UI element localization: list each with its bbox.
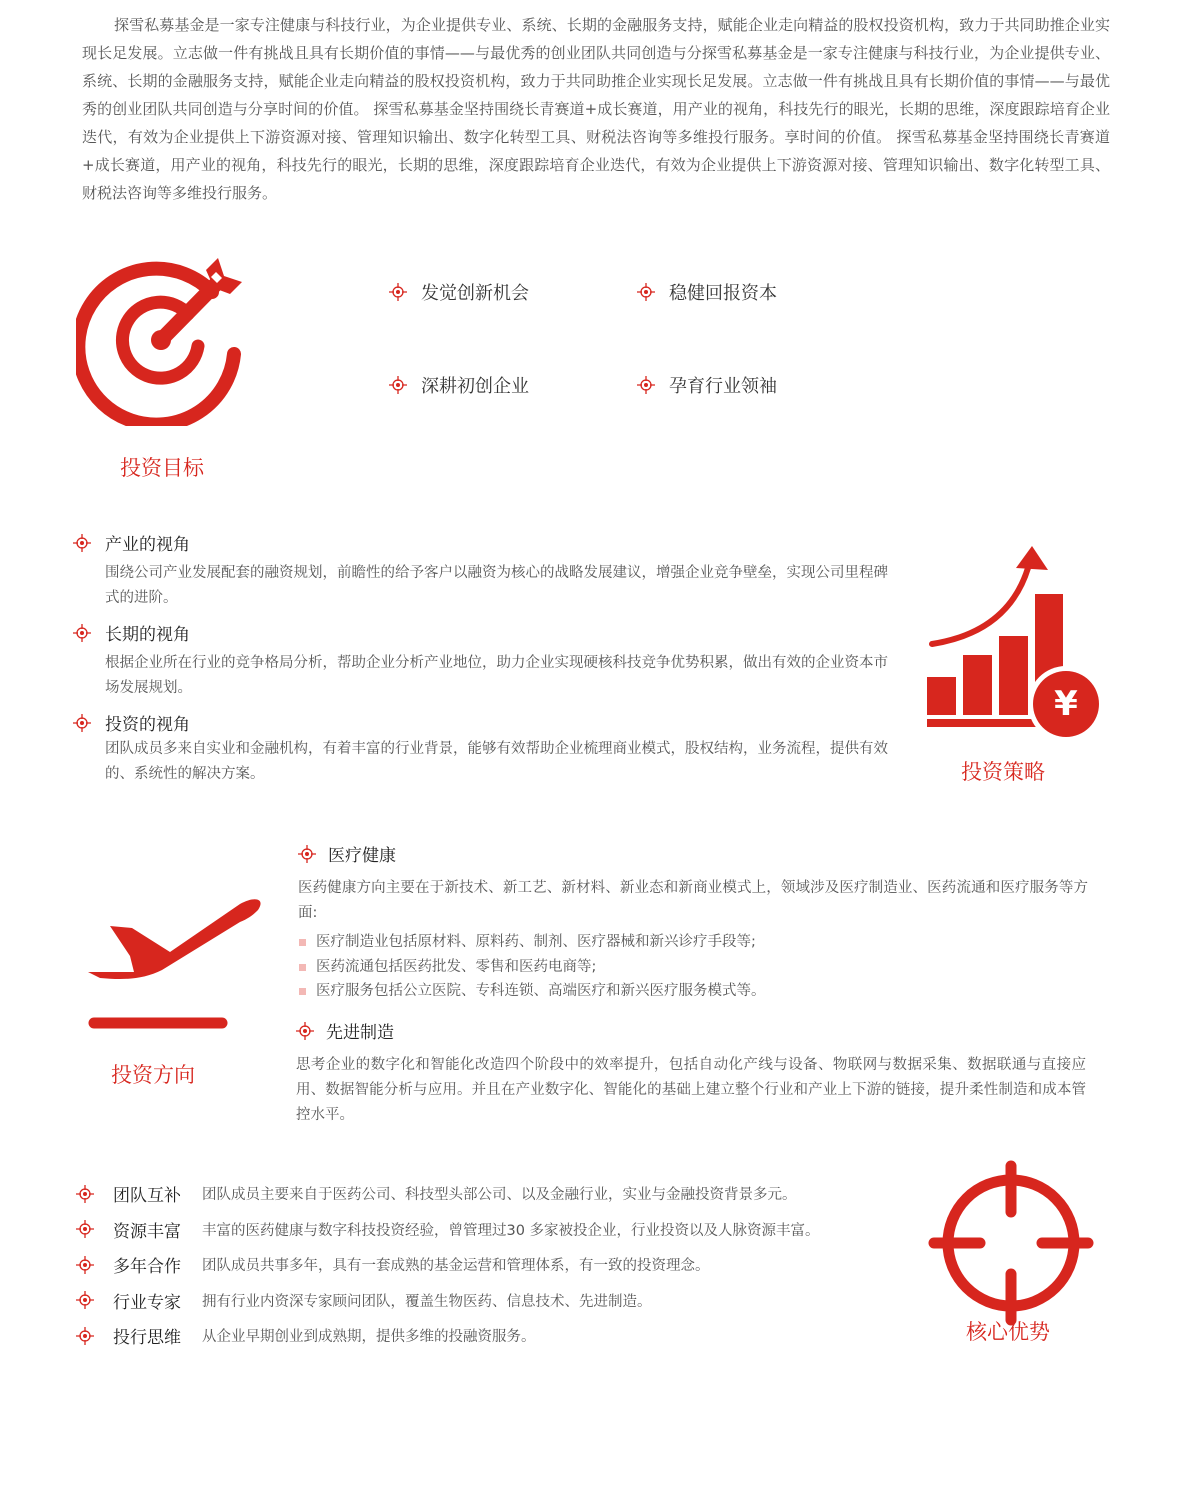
strategy-item-head: 投资的视角	[105, 715, 190, 735]
direction-manufacturing	[296, 1018, 1086, 1128]
growth-chart-icon	[920, 540, 1106, 744]
advantage-label: 团队互补	[113, 1186, 181, 1207]
goal-item	[389, 279, 529, 305]
crosshair-bullet-icon	[76, 1256, 94, 1274]
direction-title: 投资方向	[111, 1063, 195, 1087]
advantage-desc: 从企业早期创业到成熟期，提供多维的投融资服务。	[202, 1329, 536, 1346]
strategy-item-head: 产业的视角	[105, 535, 190, 555]
advantage-label: 投行思维	[113, 1328, 181, 1349]
crosshair-bullet-icon	[298, 845, 316, 863]
crosshair-bullet-icon	[73, 534, 91, 552]
strategy-item-desc: 围绕公司产业发展配套的融资规划，前瞻性的给予客户以融资为核心的战略发展建议，增强企业竞争壁垒，实现公司里程碑式的进阶。	[105, 565, 888, 606]
advantages-list	[76, 1176, 820, 1354]
advantage-label: 多年合作	[113, 1257, 181, 1278]
strategy-list	[73, 530, 893, 800]
goal-item	[637, 279, 777, 305]
strategy-item-desc: 团队成员多来自实业和金融机构，有着丰富的行业背景，能够有效帮助企业梳理商业模式，股权结构，业务流程，提供有效的、系统性的解决方案。	[105, 741, 888, 782]
strategy-item	[73, 530, 893, 620]
direction-medical	[298, 841, 1088, 1004]
crosshair-bullet-icon	[389, 376, 407, 394]
advantage-label: 资源丰富	[113, 1221, 181, 1242]
advantages-title: 核心优势	[966, 1320, 1050, 1344]
advantage-item	[76, 1283, 820, 1319]
crosshair-bullet-icon	[637, 376, 655, 394]
crosshair-bullet-icon	[76, 1185, 94, 1203]
strategy-title: 投资策略	[961, 760, 1045, 784]
strategy-item-head: 长期的视角	[105, 625, 190, 645]
yen-symbol: ¥	[1054, 684, 1078, 724]
goal-item-label: 稳健回报资本	[669, 283, 777, 304]
crosshair-bullet-icon	[76, 1327, 94, 1345]
crosshair-bullet-icon	[76, 1220, 94, 1238]
strategy-item	[73, 710, 893, 800]
advantage-desc: 丰富的医药健康与数字科技投资经验，曾管理过30 多家被投企业，行业投资以及人脉资源丰富。	[202, 1222, 820, 1239]
goal-item-label: 发觉创新机会	[421, 283, 529, 304]
advantage-desc: 团队成员主要来自于医药公司、科技型头部公司、以及金融行业，实业与金融投资背景多元。	[202, 1187, 797, 1204]
crosshair-bullet-icon	[389, 283, 407, 301]
medical-list	[298, 930, 1088, 1004]
advantage-item	[76, 1212, 820, 1248]
list-item: 医疗制造业包括原材料、原料药、制剂、医疗器械和新兴诊疗手段等;	[298, 930, 1088, 955]
advantage-desc: 拥有行业内资深专家顾问团队，覆盖生物医药、信息技术、先进制造。	[202, 1293, 652, 1310]
crosshair-bullet-icon	[637, 283, 655, 301]
advantage-desc: 团队成员共事多年，具有一套成熟的基金运营和管理体系，有一致的投资理念。	[202, 1258, 710, 1275]
advantage-label: 行业专家	[113, 1292, 181, 1313]
direction-manufacturing-head: 先进制造	[326, 1023, 394, 1043]
target-dart-icon	[76, 254, 246, 430]
advantage-item	[76, 1247, 820, 1283]
airplane-icon	[82, 890, 262, 1039]
crosshair-bullet-icon	[76, 1291, 94, 1309]
goal-item-label: 深耕初创企业	[421, 376, 529, 397]
list-item: 医药流通包括医药批发、零售和医药电商等;	[298, 955, 1088, 980]
crosshair-bullet-icon	[73, 624, 91, 642]
advantage-item	[76, 1176, 820, 1212]
crosshair-bullet-icon	[296, 1022, 314, 1040]
direction-medical-head: 医疗健康	[328, 846, 396, 866]
goal-item	[637, 372, 777, 398]
direction-medical-desc: 医药健康方向主要在于新技术、新工艺、新材料、新业态和新商业模式上，领域涉及医疗制造业、医药流通和医疗服务等方面:	[298, 880, 1088, 921]
strategy-item-desc: 根据企业所在行业的竞争格局分析，帮助企业分析产业地位，助力企业实现硬核科技竞争优势积累，做出有效的企业资本市场发展规划。	[105, 655, 888, 696]
list-item: 医疗服务包括公立医院、专科连锁、高端医疗和新兴医疗服务模式等。	[298, 979, 1088, 1004]
crosshair-icon	[926, 1158, 1096, 1332]
goal-item	[389, 372, 529, 398]
direction-manufacturing-desc: 思考企业的数字化和智能化改造四个阶段中的效率提升，包括自动化产线与设备、物联网与数据采集、数据联通与直接应用、数据智能分析与应用。并且在产业数字化、智能化的基础上建立整个行业和产业上下游的链接，提升柔性制造和成本管控水平。	[296, 1057, 1086, 1123]
strategy-item	[73, 620, 893, 710]
crosshair-bullet-icon	[73, 714, 91, 732]
goal-item-label: 孕育行业领袖	[669, 376, 777, 397]
intro-paragraph: 探雪私募基金是一家专注健康与科技行业，为企业提供专业、系统、长期的金融服务支持，赋能企业走向精益的股权投资机构，致力于共同助推企业实现长足发展。立志做一件有挑战且具有长期价值的事情——与最优秀的创业团队共同创造与分探雪私募基金是一家专注健康与科技行业，为企业提供专业、系统、长期的金融服务支持，赋能企业走向精益的股权投资机构，致力于共同助推企业实现长足发展。立志做一件有挑战且具有长期价值的事情——与最优秀的创业团队共同创造与分享时间的价值。 探雪私募基金坚持围绕长青赛道+成长赛道，用产业的视角，科技先行的眼光，长期的思维，深度跟踪培育企业迭代，有效为企业提供上下游资源对接、管理知识输出、数字化转型工具、财税法咨询等多维投行服务。享时间的价值。 探雪私募基金坚持围绕长青赛道+成长赛道，用产业的视角，科技先行的眼光，长期的思维，深度跟踪培育企业迭代，有效为企业提供上下游资源对接、管理知识输出、数字化转型工具、财税法咨询等多维投行服务。	[82, 16, 1110, 202]
advantage-item	[76, 1318, 820, 1354]
goals-title: 投资目标	[120, 456, 204, 480]
